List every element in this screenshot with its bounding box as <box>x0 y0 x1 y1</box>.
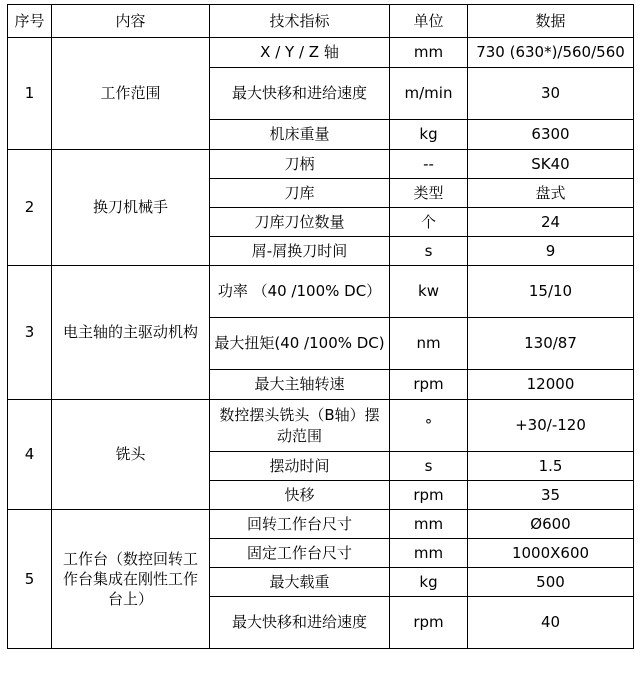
unit-cell: rpm <box>390 597 468 649</box>
value-cell: 35 <box>468 481 634 510</box>
value-cell: 1000X600 <box>468 539 634 568</box>
unit-cell: mm <box>390 510 468 539</box>
value-cell: 30 <box>468 68 634 120</box>
spec-cell: 刀库 <box>210 179 390 208</box>
spec-cell: 数控摆头铣头（B轴）摆动范围 <box>210 400 390 452</box>
table-row <box>8 400 634 452</box>
row-number-cell: 4 <box>8 400 52 510</box>
spec-cell: 最大主轴转速 <box>210 370 390 400</box>
spec-cell: 刀柄 <box>210 150 390 179</box>
table-header <box>8 5 634 38</box>
spec-cell: 机床重量 <box>210 120 390 150</box>
header-cell-item: 内容 <box>52 5 210 38</box>
category-cell: 工作范围 <box>52 38 210 150</box>
spec-cell: X / Y / Z 轴 <box>210 38 390 68</box>
value-cell: 500 <box>468 568 634 597</box>
unit-cell: -- <box>390 150 468 179</box>
value-cell: 130/87 <box>468 318 634 370</box>
value-cell: 1.5 <box>468 452 634 481</box>
value-cell: 730 (630*)/560/560 <box>468 38 634 68</box>
value-cell: 40 <box>468 597 634 649</box>
spec-cell: 固定工作台尺寸 <box>210 539 390 568</box>
spec-cell: 最大快移和进给速度 <box>210 597 390 649</box>
spec-cell: 屑-屑换刀时间 <box>210 237 390 266</box>
header-cell-spec: 技术指标 <box>210 5 390 38</box>
unit-cell: ° <box>390 400 468 452</box>
header-cell-no: 序号 <box>8 5 52 38</box>
table-row <box>8 38 634 68</box>
value-cell: 6300 <box>468 120 634 150</box>
category-cell: 电主轴的主驱动机构 <box>52 266 210 400</box>
row-number-cell: 2 <box>8 150 52 266</box>
unit-cell: mm <box>390 38 468 68</box>
unit-cell: s <box>390 452 468 481</box>
unit-cell: s <box>390 237 468 266</box>
spec-cell: 摆动时间 <box>210 452 390 481</box>
unit-cell: rpm <box>390 481 468 510</box>
table-row <box>8 510 634 539</box>
unit-cell: 个 <box>390 208 468 237</box>
header-cell-value: 数据 <box>468 5 634 38</box>
unit-cell: nm <box>390 318 468 370</box>
unit-cell: kw <box>390 266 468 318</box>
row-number-cell: 3 <box>8 266 52 400</box>
table-body <box>8 38 634 649</box>
unit-cell: kg <box>390 120 468 150</box>
value-cell: 24 <box>468 208 634 237</box>
spec-cell: 回转工作台尺寸 <box>210 510 390 539</box>
specification-table <box>7 4 634 649</box>
value-cell: 15/10 <box>468 266 634 318</box>
unit-cell: m/min <box>390 68 468 120</box>
value-cell: SK40 <box>468 150 634 179</box>
table-row <box>8 266 634 318</box>
spec-cell: 功率 （40 /100% DC） <box>210 266 390 318</box>
spec-cell: 快移 <box>210 481 390 510</box>
row-number-cell: 1 <box>8 38 52 150</box>
value-cell: +30/-120 <box>468 400 634 452</box>
unit-cell: kg <box>390 568 468 597</box>
category-cell: 换刀机械手 <box>52 150 210 266</box>
unit-cell: rpm <box>390 370 468 400</box>
category-cell: 铣头 <box>52 400 210 510</box>
spec-cell: 刀库刀位数量 <box>210 208 390 237</box>
table-header-row <box>8 5 634 38</box>
spec-cell: 最大载重 <box>210 568 390 597</box>
value-cell: 9 <box>468 237 634 266</box>
unit-cell: mm <box>390 539 468 568</box>
value-cell: 盘式 <box>468 179 634 208</box>
header-cell-unit: 单位 <box>390 5 468 38</box>
value-cell: 12000 <box>468 370 634 400</box>
category-cell: 工作台（数控回转工作台集成在刚性工作台上） <box>52 510 210 649</box>
spec-cell: 最大快移和进给速度 <box>210 68 390 120</box>
value-cell: Ø600 <box>468 510 634 539</box>
row-number-cell: 5 <box>8 510 52 649</box>
table-row <box>8 150 634 179</box>
unit-cell: 类型 <box>390 179 468 208</box>
spec-cell: 最大扭矩(40 /100% DC) <box>210 318 390 370</box>
